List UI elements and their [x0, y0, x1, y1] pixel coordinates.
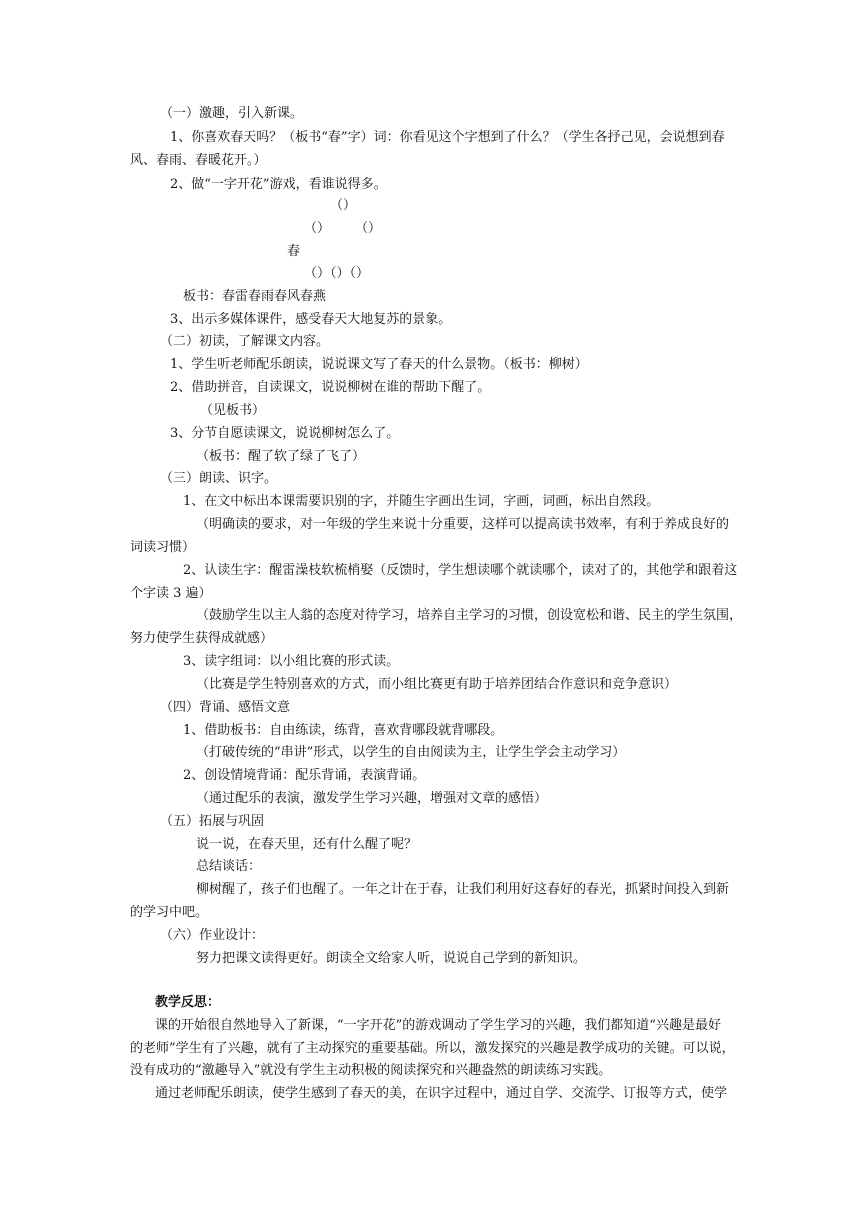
blackboard-note: 板书：春雷春雨春风春燕 — [183, 289, 327, 304]
reflection-heading: 教学反思： — [155, 995, 221, 1010]
paragraph-line: （见板书） — [200, 403, 266, 418]
section-heading: （二）初读，了解课文内容。 — [160, 334, 330, 349]
paragraph-line: 努力把课文读得更好。朗读全文给家人听，说说自己学到的新知识。 — [196, 951, 587, 966]
paragraph-line: 没有成功的“激趣导入”就没有学生主动积极的阅读探究和兴趣盎然的朗读练习实践。 — [130, 1063, 612, 1078]
word-flower-blank: （） — [330, 198, 357, 213]
section-heading: （五）拓展与巩固 — [160, 814, 265, 829]
paragraph-line: 3、出示多媒体课件，感受春天大地复苏的景象。 — [170, 312, 452, 327]
section-heading: （一）激趣，引入新课。 — [160, 106, 304, 121]
paragraph-line: 1、在文中标出本课需要识别的字，并随生字画出生词，字画，词画，标出自然段。 — [183, 494, 660, 509]
paragraph-line: 个字读 3 遍） — [130, 586, 212, 601]
word-flower-blank: （）（）（） — [304, 266, 370, 281]
paragraph-line: 1、你喜欢春天吗？（板书“春”字）词：你看见这个字想到了什么？（学生各抒己见，会说想到春 — [170, 130, 725, 145]
paragraph-line: 总结谈话： — [196, 859, 262, 874]
paragraph-line: 柳树醒了，孩子们也醒了。一年之计在于春，让我们利用好这春好的春光，抓紧时间投入到新 — [196, 882, 730, 897]
word-flower-blank: （） — [304, 221, 331, 236]
word-flower-blank: （） — [355, 221, 382, 236]
section-heading: （四）背诵、感悟文意 — [160, 700, 291, 715]
paragraph-line: （鼓励学生以主人翁的态度对待学习，培养自主学习的习惯，创设宽松和谐、民主的学生氛围， — [196, 608, 743, 623]
paragraph-line: 2、创设情境背诵：配乐背诵，表演背诵。 — [183, 768, 426, 783]
word-flower-center: 春 — [287, 244, 301, 259]
paragraph-line: 2、做“一字开花”游戏，看谁说得多。 — [170, 177, 387, 192]
paragraph-line: （打破传统的“串讲”形式，以学生的自由阅读为主，让学生学会主动学习） — [196, 745, 626, 760]
paragraph-line: 风、春雨、春暖花开。） — [130, 153, 267, 168]
paragraph-line: 努力使学生获得成就感） — [130, 631, 274, 646]
section-heading: （六）作业设计： — [160, 928, 265, 943]
paragraph-line: 说一说，在春天里，还有什么醒了呢？ — [196, 837, 418, 852]
paragraph-line: 的学习中吧。 — [130, 905, 209, 920]
paragraph-line: 课的开始很自然地导入了新课，“一字开花”的游戏调动了学生学习的兴趣，我们都知道“兴趣是最好 — [155, 1018, 721, 1033]
section-heading: （三）朗读、识字。 — [160, 471, 278, 486]
paragraph-line: 的老师”学生有了兴趣，就有了主动探究的重要基础。所以，激发探究的兴趣是教学成功的关键。可以说， — [130, 1041, 735, 1056]
paragraph-line: 词读习惯） — [130, 540, 196, 555]
paragraph-line: （明确读的要求，对一年级的学生来说十分重要，这样可以提高读书效率，有利于养成良好的 — [196, 517, 730, 532]
paragraph-line: 2、借助拼音，自读课文，说说柳树在谁的帮助下醒了。 — [170, 380, 491, 395]
paragraph-line: 3、分节自愿读课文，说说柳树怎么了。 — [170, 426, 400, 441]
paragraph-line: 1、学生听老师配乐朗读，说说课文写了春天的什么景物。（板书：柳树） — [170, 357, 588, 372]
paragraph-line: （板书：醒了软了绿了飞了） — [196, 449, 366, 464]
paragraph-line: 1、借助板书：自由练读，练背，喜欢背哪段就背哪段。 — [183, 723, 504, 738]
paragraph-line: 通过老师配乐朗读，使学生感到了春天的美，在识字过程中，通过自学、交流学、订报等方式，使学 — [155, 1086, 728, 1101]
paragraph-line: 3、读字组词：以小组比赛的形式读。 — [183, 654, 400, 669]
paragraph-line: 2、认读生字：醒雷澡枝软梳梢娶（反馈时，学生想读哪个就读哪个，读对了的，其他学和跟着这 — [183, 563, 738, 578]
paragraph-line: （比赛是学生特别喜欢的方式，而小组比赛更有助于培养团结合作意识和竞争意识） — [196, 677, 678, 692]
paragraph-line: （通过配乐的表演，激发学生学习兴趣，增强对文章的感悟） — [196, 791, 548, 806]
